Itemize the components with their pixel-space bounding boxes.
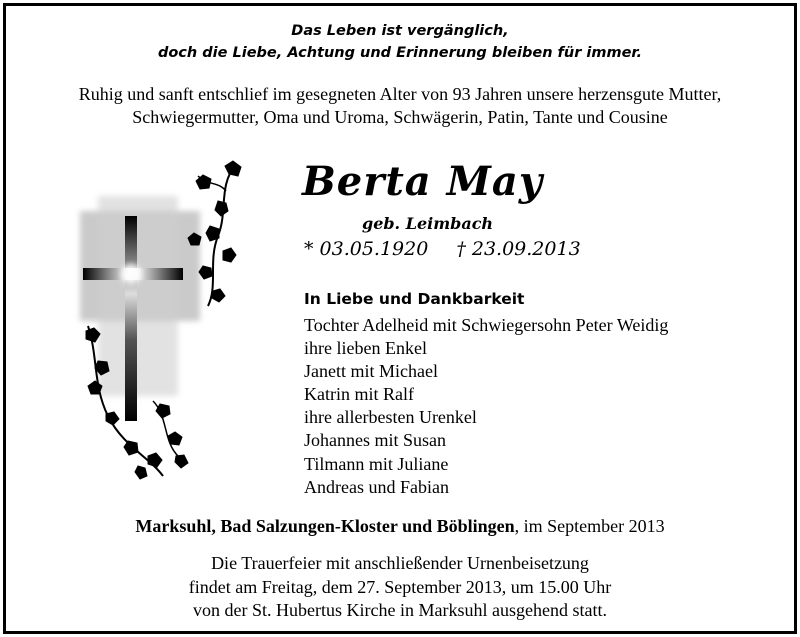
motto-line: doch die Liebe, Achtung und Erinnerung bleiben für immer.	[157, 45, 643, 61]
mourner-line: Tilmann mit Juliane	[304, 453, 449, 474]
mourner-line: ihre lieben Enkel	[304, 338, 427, 359]
motto	[6, 20, 794, 64]
mourner-line: Katrin mit Ralf	[304, 384, 414, 405]
mourners-list	[304, 314, 668, 499]
mourners-heading: In Liebe und Dankbarkeit	[304, 290, 525, 308]
cross-with-ivy-icon	[68, 156, 258, 486]
date-text: , im September 2013	[514, 516, 665, 536]
mourner-line: Andreas und Fabian	[304, 476, 449, 497]
mourner-line: Johannes mit Susan	[304, 430, 446, 451]
intro-line: Schwiegermutter, Oma und Uroma, Schwägerin, Patin, Tante und Cousine	[132, 107, 668, 127]
service-line: Die Trauerfeier mit anschließender Urnenbeisetzung	[211, 553, 589, 573]
funeral-service-info	[6, 552, 794, 623]
intro-text	[6, 83, 794, 129]
mourner-line: Tochter Adelheid mit Schwiegersohn Peter Weidig	[304, 315, 669, 335]
service-line: von der St. Hubertus Kirche in Marksuhl ausgehend statt.	[193, 600, 607, 620]
death-date: † 23.09.2013	[456, 238, 581, 260]
service-line: findet am Freitag, dem 27. September 2013, um 15.00 Uhr	[188, 576, 612, 597]
mourner-line: ihre allerbesten Urenkel	[304, 407, 477, 428]
obituary-frame	[3, 3, 797, 634]
life-dates	[304, 236, 581, 262]
mourner-line: Janett mit Michael	[304, 361, 438, 382]
motto-line: Das Leben ist vergänglich,	[291, 23, 509, 39]
places-line	[6, 514, 794, 538]
birth-date: * 03.05.1920	[304, 238, 429, 260]
birth-name: geb. Leimbach	[362, 214, 494, 233]
intro-line: Ruhig und sanft entschlief im gesegneten Alter von 93 Jahren unsere herzensgute Mutter,	[78, 84, 722, 104]
locations: Marksuhl, Bad Salzungen-Kloster und Böblingen	[135, 516, 515, 536]
deceased-name: Berta May	[302, 158, 544, 205]
